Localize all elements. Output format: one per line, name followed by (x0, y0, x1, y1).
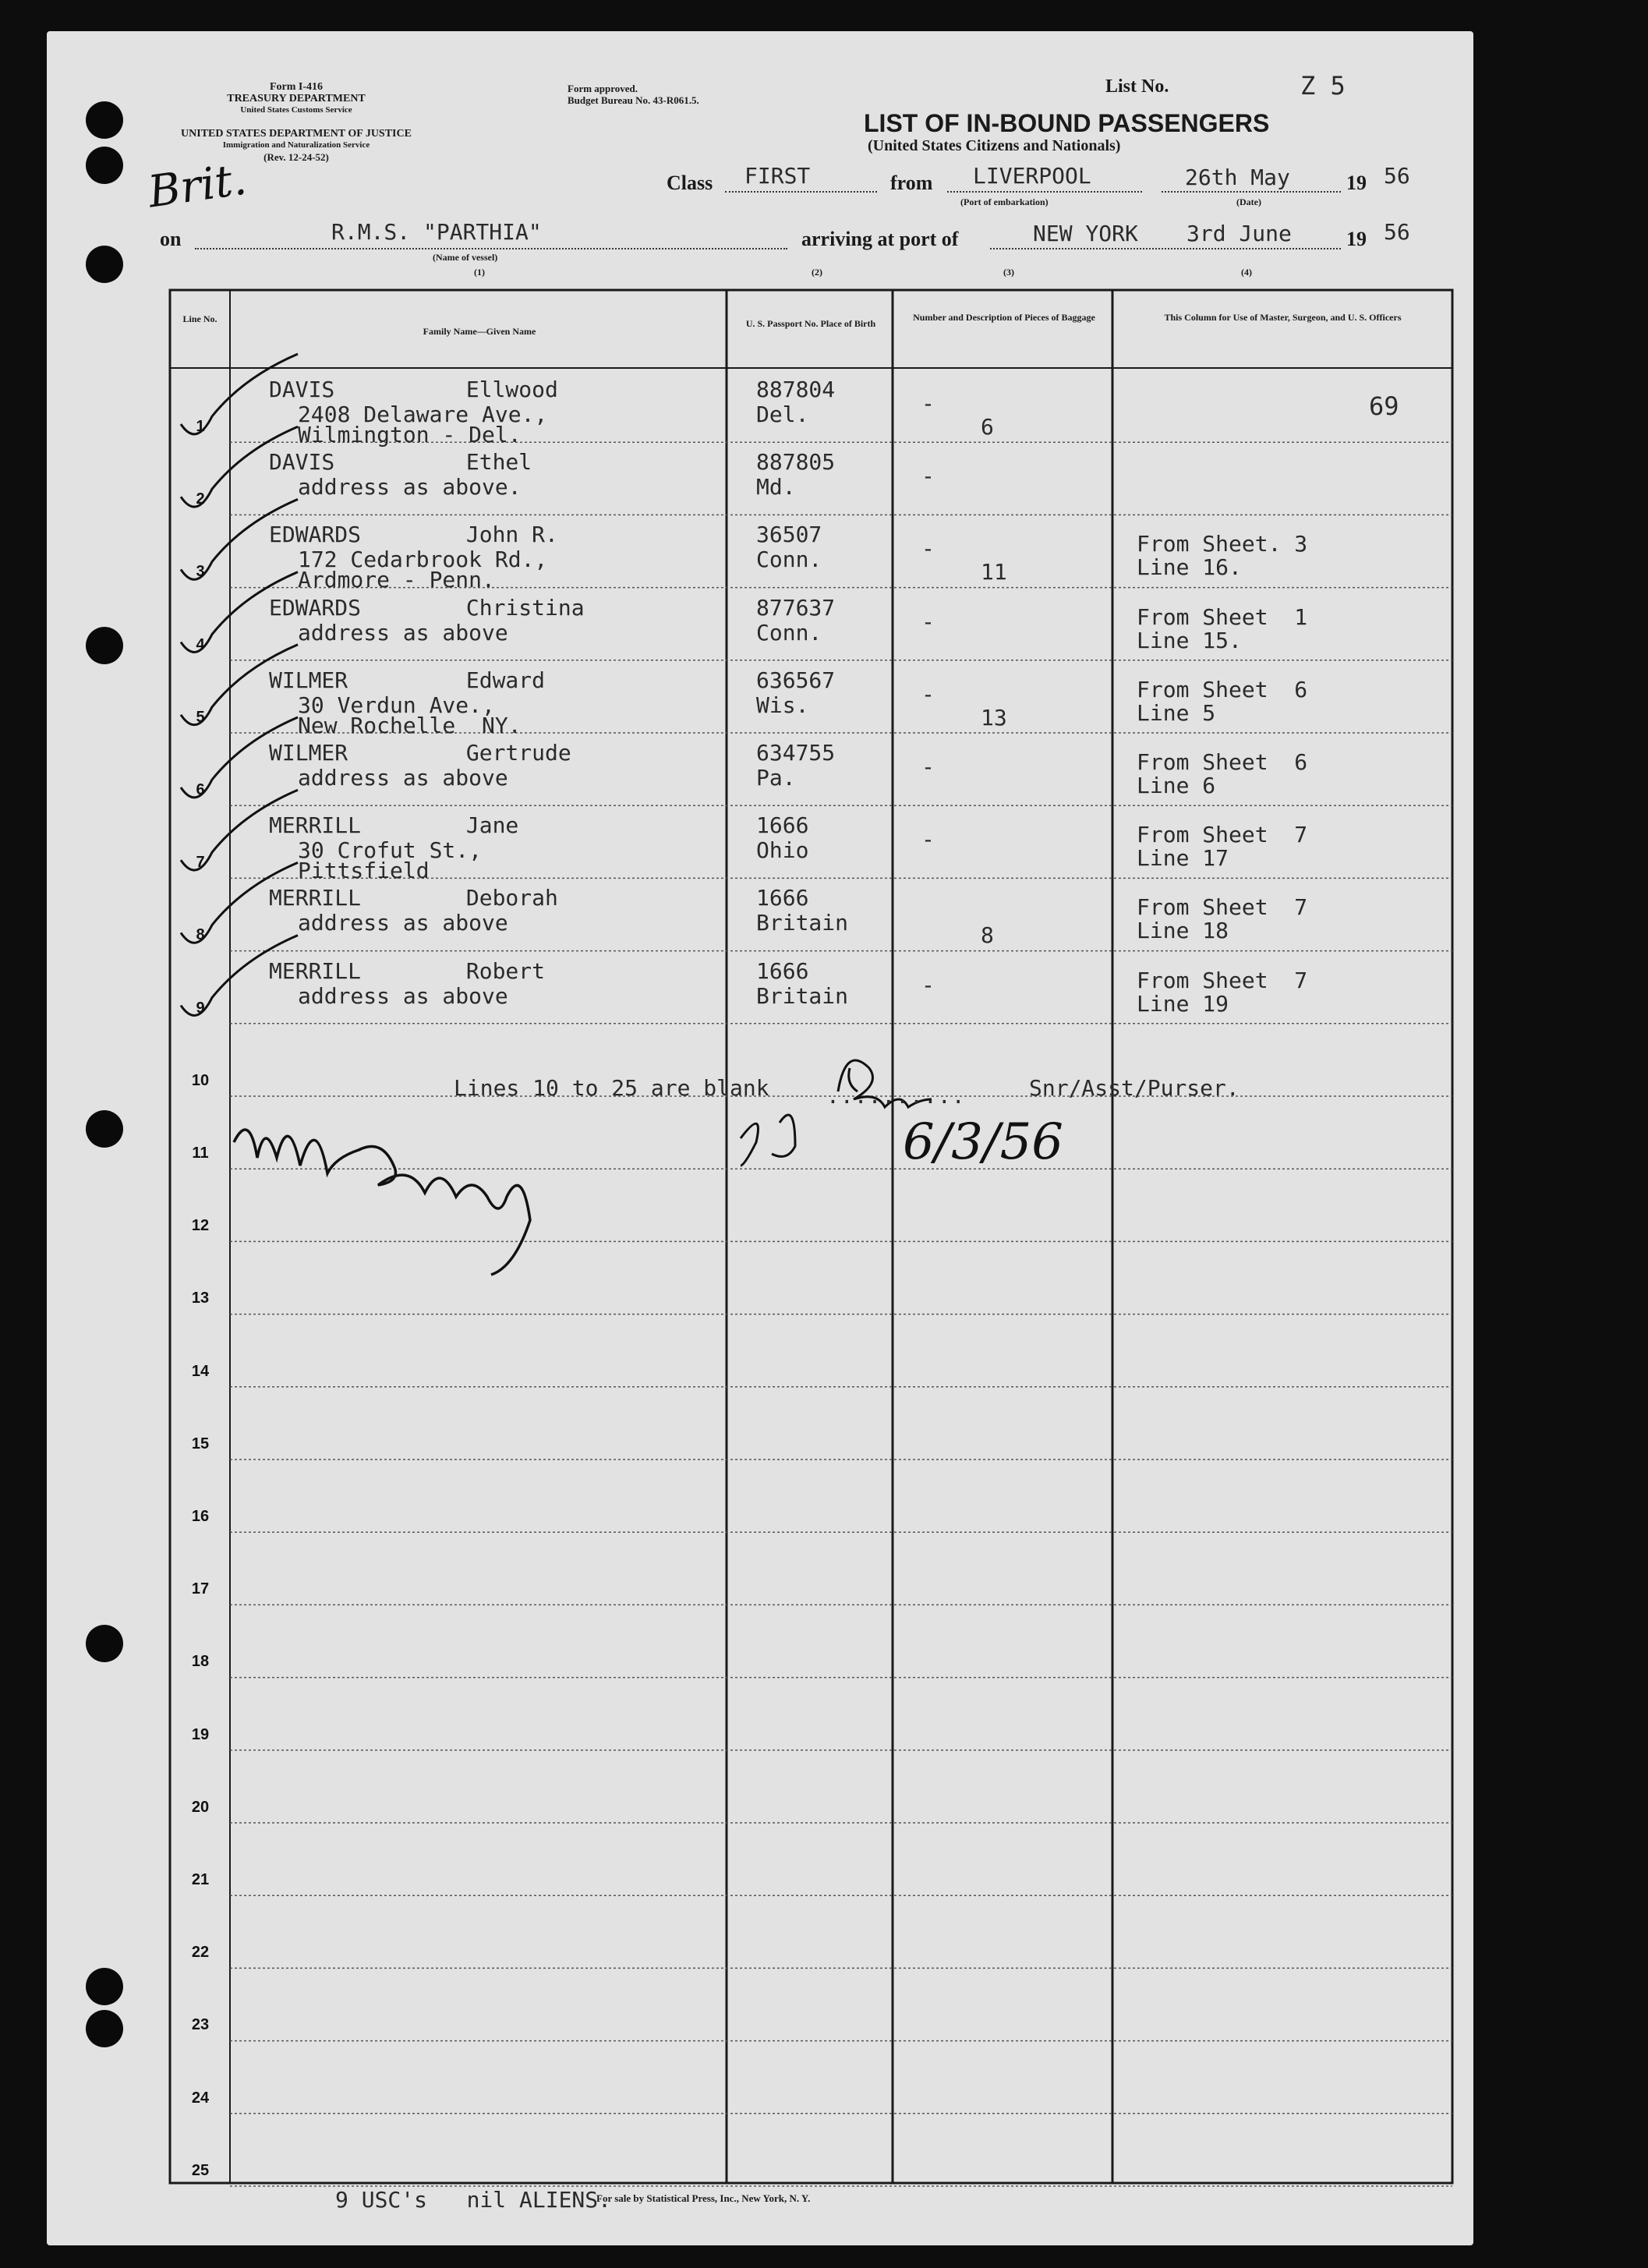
line-number: 10 (191, 1071, 210, 1089)
class-value: FIRST (744, 163, 811, 189)
line-number: 3 (196, 563, 205, 581)
line-number: 18 (191, 1653, 210, 1671)
port-of-embarkation: LIVERPOOL (973, 163, 1091, 189)
officer-note: From Sheet 7 (1137, 967, 1308, 993)
purser-dotted-line: .......... (826, 1083, 966, 1109)
passenger-address-2: Pittsfield (298, 858, 430, 884)
baggage-dash: - (921, 536, 935, 562)
departure-year: 56 (1384, 163, 1410, 189)
line-number: 22 (191, 1944, 210, 1962)
baggage-count: 13 (981, 704, 1007, 731)
caption-4: (4) (1241, 267, 1252, 278)
header-family-name: Family Name—Given Name (423, 326, 536, 337)
arrival-date: 3rd June (1186, 221, 1292, 246)
line-number: 25 (191, 2161, 210, 2179)
passenger-address: address as above (298, 619, 508, 646)
baggage-dash: - (921, 826, 935, 853)
passenger-address: 30 Crofut St., (298, 837, 483, 864)
document-subtitle: (United States Citizens and Nationals) (868, 137, 1121, 154)
officer-note-line: Line 19 (1137, 990, 1229, 1017)
customs-service: United States Customs Service (240, 105, 352, 115)
arrival-year: 56 (1384, 219, 1410, 245)
passport-number: 1666 (756, 957, 809, 984)
revision-date: (Rev. 12-24-52) (263, 151, 329, 163)
line-number: 4 (196, 635, 205, 653)
blank-lines-note: Lines 10 to 25 are blank (454, 1075, 769, 1101)
baggage-dash: - (921, 463, 935, 490)
purser-title: Snr/Asst/Purser. (1029, 1075, 1240, 1101)
baggage-dash: - (921, 391, 935, 416)
passport-number: 887804 (756, 377, 836, 402)
officer-note: From Sheet 6 (1137, 749, 1308, 775)
passport-number: 634755 (756, 740, 836, 766)
form-number: Form I-416 (269, 81, 324, 93)
line-number: 16 (191, 1508, 210, 1525)
handwritten-brit-note: Brit. (145, 154, 250, 218)
baggage-count: 8 (981, 922, 994, 949)
officer-note-69: 69 (1369, 391, 1399, 421)
header-officers: This Column for Use of Master, Surgeon, and U. S. Officers (1164, 312, 1402, 323)
class-label: Class (667, 172, 713, 194)
justice-dept: UNITED STATES DEPARTMENT OF JUSTICE (181, 128, 412, 140)
line-number: 14 (191, 1362, 210, 1380)
officer-note-line: Line 15. (1137, 627, 1242, 653)
passenger-name: EDWARDS John R. (269, 522, 558, 548)
officer-note-line: Line 17 (1137, 845, 1229, 872)
passenger-address: address as above (298, 765, 508, 791)
baggage-count: 11 (981, 559, 1007, 586)
line-number: 1 (196, 418, 205, 435)
passenger-name: WILMER Edward (269, 667, 546, 693)
year-prefix-1: 19 (1346, 172, 1367, 194)
passport-number: 1666 (756, 885, 809, 911)
passenger-address: address as above (298, 910, 508, 936)
vessel-name-caption: (Name of vessel) (433, 252, 498, 263)
place-of-birth: Conn. (756, 547, 822, 573)
place-of-birth: Britain (756, 910, 849, 936)
immigration-service: Immigration and Naturalization Service (222, 140, 370, 150)
baggage-dash: - (921, 754, 935, 780)
inspector-signature (234, 1130, 530, 1275)
form-approved: Form approved. (568, 83, 638, 94)
place-of-birth: Pa. (756, 765, 796, 791)
line-number: 23 (191, 2016, 210, 2034)
line-number: 11 (192, 1145, 209, 1162)
passenger-address-2: Ardmore - Penn. (298, 567, 495, 593)
list-number-value: Z 5 (1300, 71, 1346, 101)
line-number: 9 (196, 999, 205, 1017)
line-number: 7 (196, 854, 205, 872)
line-number: 8 (196, 926, 205, 944)
place-of-birth: Wis. (756, 692, 809, 718)
line-number: 15 (191, 1435, 210, 1452)
baggage-dash: - (921, 608, 935, 635)
inspector-initials (741, 1115, 795, 1166)
officer-note-line: Line 16. (1137, 554, 1242, 581)
line-number: 6 (196, 781, 205, 798)
line-number: 5 (196, 708, 205, 726)
passport-number: 887805 (756, 449, 836, 476)
line-number: 21 (191, 1871, 210, 1888)
arriving-label: arriving at port of (801, 228, 959, 250)
line-number: 2 (196, 490, 205, 508)
passenger-address: 172 Cedarbrook Rd., (298, 547, 548, 573)
line-number: 17 (191, 1580, 210, 1598)
officer-note-line: Line 18 (1137, 918, 1229, 944)
caption-2: (2) (812, 267, 822, 278)
passenger-name: MERRILL Robert (269, 957, 546, 984)
passenger-address: address as above (298, 982, 508, 1009)
baggage-dash: - (921, 681, 935, 707)
baggage-count: 6 (981, 414, 994, 440)
officer-note: From Sheet 1 (1137, 603, 1308, 630)
passenger-name: MERRILL Deborah (269, 885, 558, 911)
date-caption: (Date) (1236, 196, 1261, 207)
passenger-name: DAVIS Ellwood (269, 377, 558, 402)
baggage-dash: - (921, 971, 935, 998)
caption-1: (1) (474, 267, 485, 278)
passenger-name: EDWARDS Christina (269, 594, 585, 621)
passenger-address: address as above. (298, 474, 522, 501)
passenger-address-2: Wilmington - Del. (298, 422, 522, 448)
passenger-address-2: New Rochelle NY. (298, 712, 522, 738)
passenger-name: MERRILL Jane (269, 812, 519, 839)
budget-bureau-number: Budget Bureau No. 43-R061.5. (568, 94, 699, 106)
line-number: 12 (191, 1217, 210, 1235)
place-of-birth: Md. (756, 474, 796, 501)
passport-number: 877637 (756, 594, 836, 621)
departure-date: 26th May (1185, 165, 1290, 190)
line-number: 19 (191, 1725, 210, 1743)
from-label: from (890, 172, 933, 194)
passenger-name: WILMER Gertrude (269, 740, 571, 766)
officer-note-line: Line 6 (1137, 773, 1216, 798)
port-embarkation-caption: (Port of embarkation) (960, 196, 1049, 207)
passport-number: 636567 (756, 667, 836, 693)
vessel-name: R.M.S. "PARTHIA" (331, 219, 542, 245)
caption-3: (3) (1003, 267, 1014, 278)
port-of-arrival: NEW YORK (1033, 221, 1138, 246)
header-baggage: Number and Description of Pieces of Baggage (913, 312, 1095, 323)
line-number: 24 (191, 2089, 210, 2107)
passenger-name: DAVIS Ethel (269, 449, 532, 476)
treasury-dept: TREASURY DEPARTMENT (227, 93, 366, 104)
handwritten-date: 6/3/56 (903, 1113, 1063, 1171)
officer-note: From Sheet 7 (1137, 822, 1308, 848)
line-number: 20 (191, 1798, 210, 1816)
document-title: LIST OF IN-BOUND PASSENGERS (864, 109, 1270, 137)
place-of-birth: Del. (756, 402, 809, 427)
header-line-no: Line No. (182, 313, 217, 324)
year-prefix-2: 19 (1346, 228, 1367, 250)
passenger-address: 30 Verdun Ave., (298, 692, 495, 718)
officer-note: From Sheet 6 (1137, 676, 1308, 702)
on-label: on (160, 228, 182, 250)
place-of-birth: Britain (756, 982, 849, 1009)
officer-note-line: Line 5 (1137, 699, 1216, 726)
passenger-address: 2408 Delaware Ave., (298, 402, 548, 427)
list-number-label: List No. (1105, 76, 1169, 97)
line-number: 13 (191, 1290, 210, 1307)
place-of-birth: Ohio (756, 837, 809, 864)
passport-number: 1666 (756, 812, 809, 839)
officer-note: From Sheet 7 (1137, 894, 1308, 921)
place-of-birth: Conn. (756, 619, 822, 646)
header-passport: U. S. Passport No. Place of Birth (745, 318, 876, 329)
passenger-summary: 9 USC's nil ALIENS. (335, 2187, 612, 2213)
officer-note: From Sheet. 3 (1137, 531, 1308, 557)
printer-credit: For sale by Statistical Press, Inc., New York, N. Y. (596, 2192, 811, 2204)
passport-number: 36507 (756, 522, 822, 548)
